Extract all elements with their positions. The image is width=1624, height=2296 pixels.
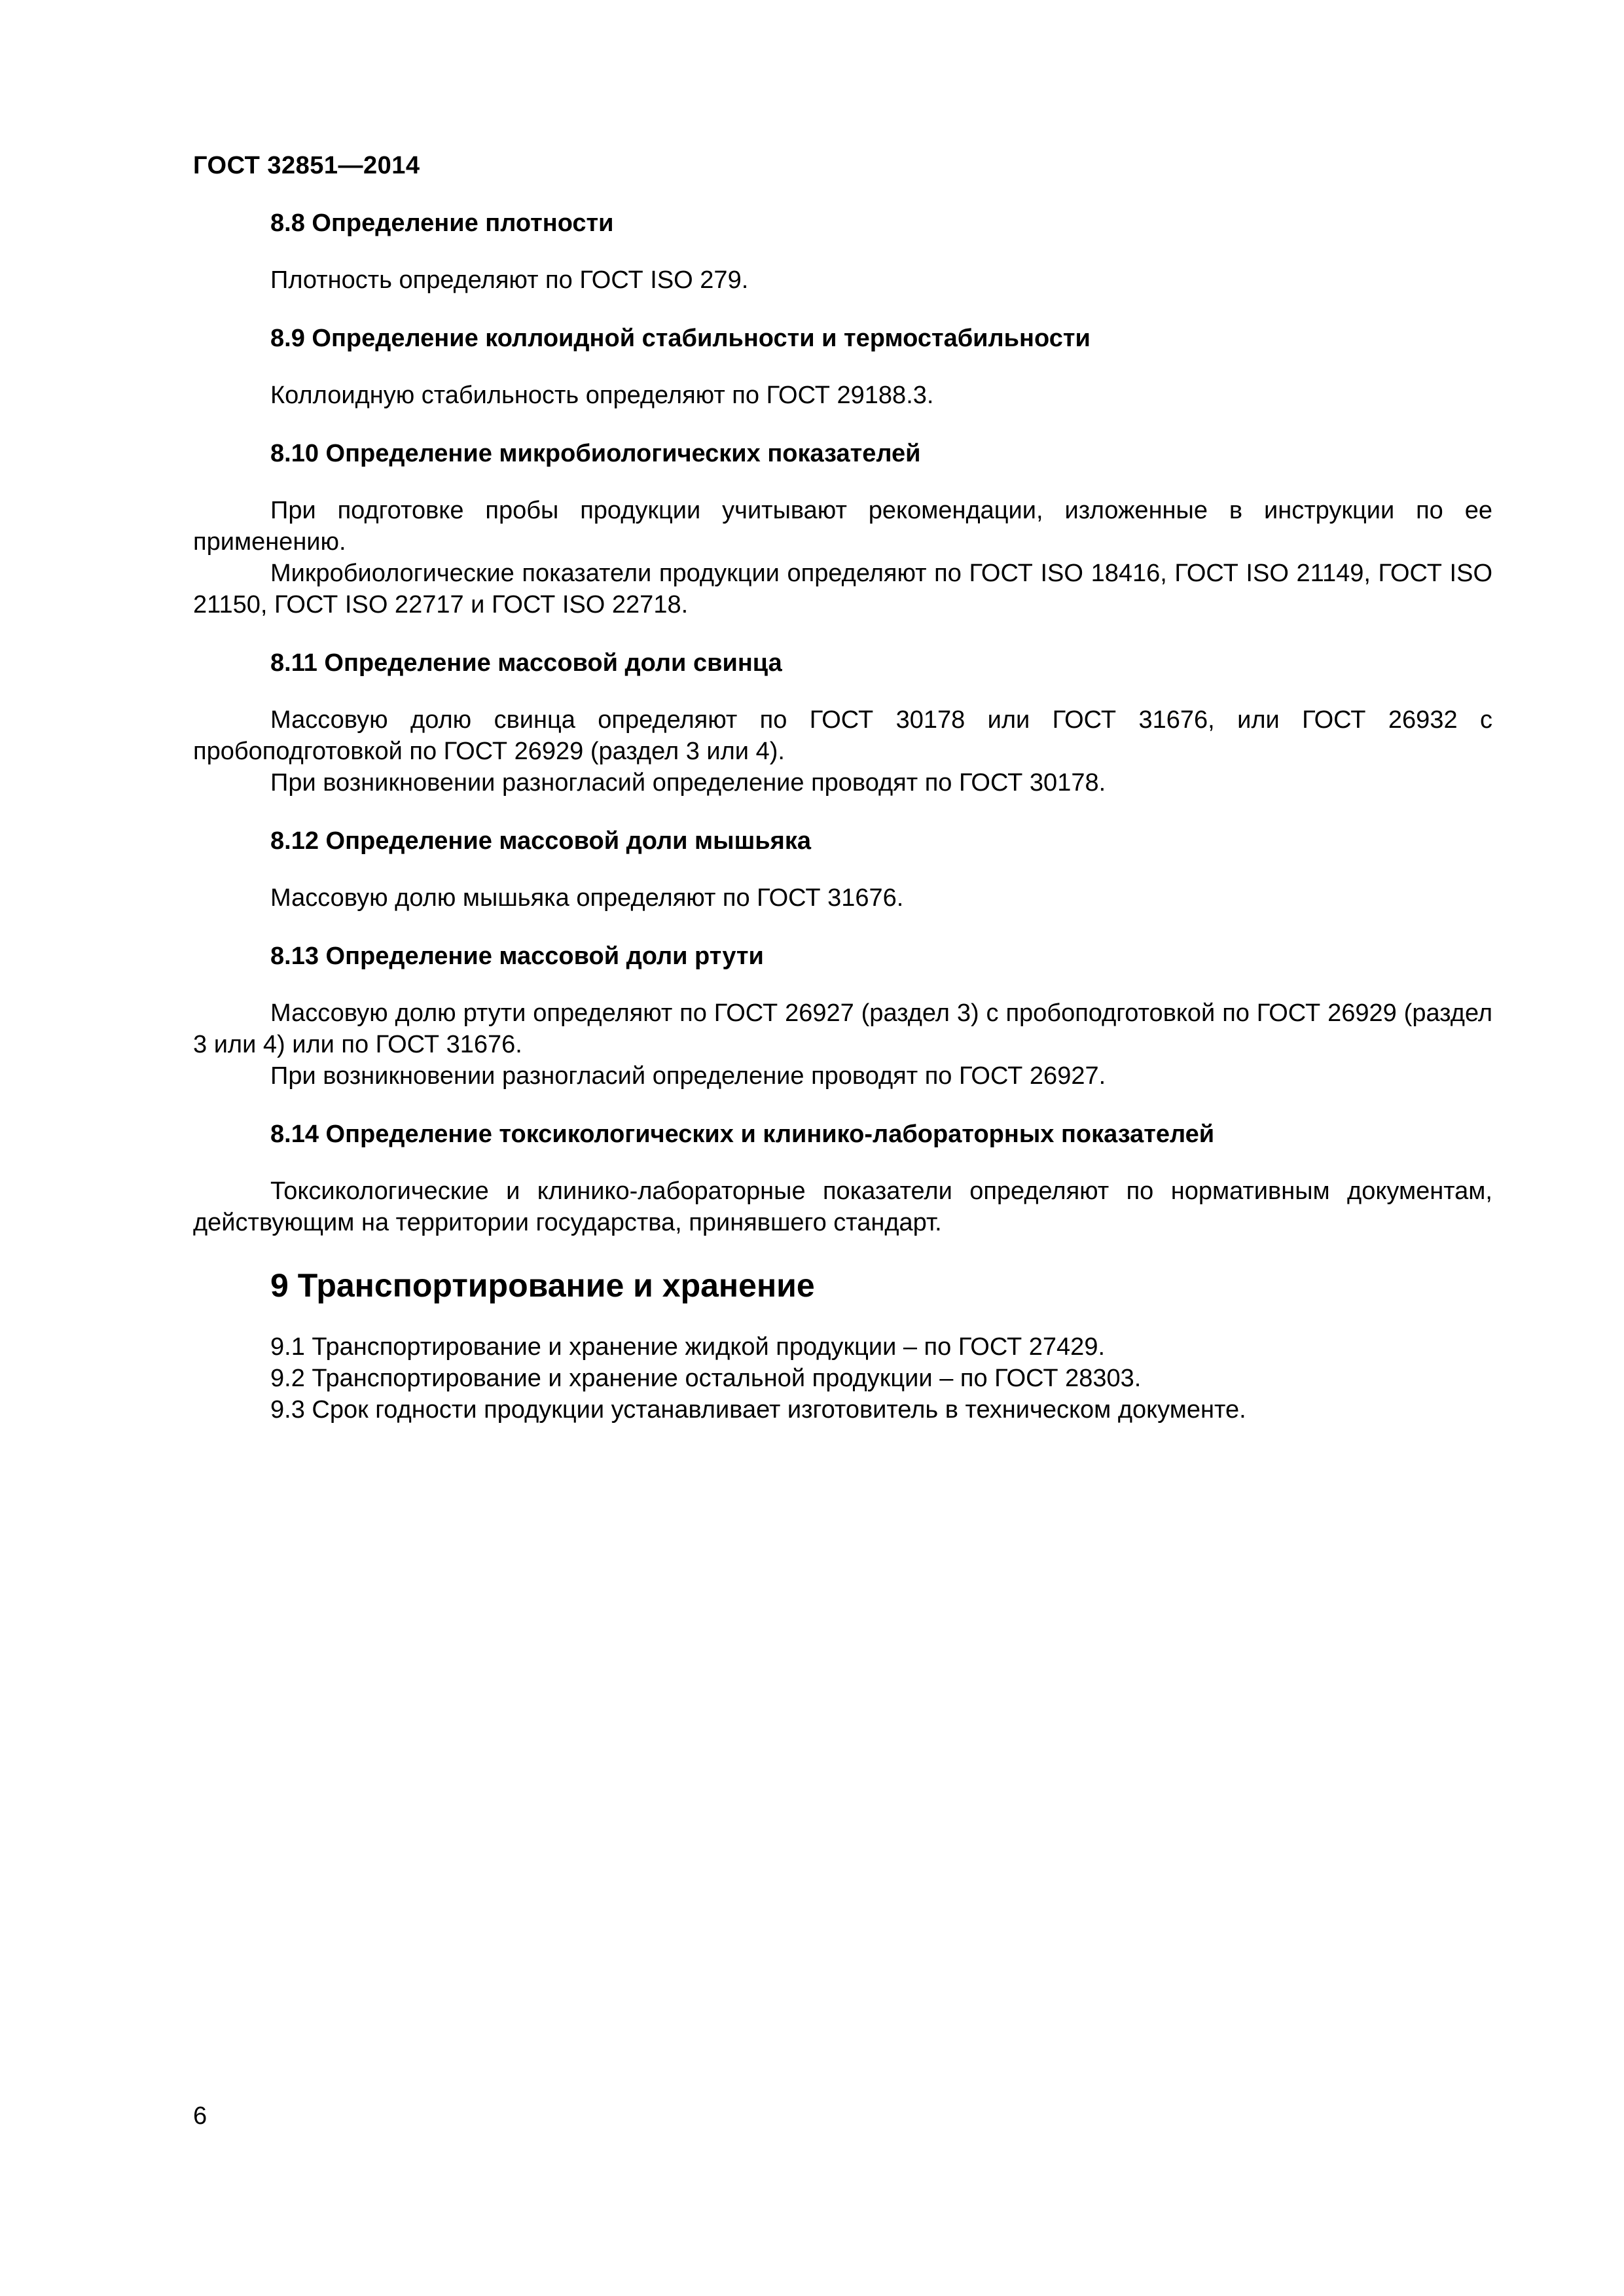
section-heading: 8.13 Определение массовой доли ртути <box>270 942 764 970</box>
paragraph: Массовую долю свинца определяют по ГОСТ 30178 или ГОСТ 31676, или ГОСТ 26932 с пробоподготовкой по ГОСТ 26929 (раздел 3 или 4). <box>193 706 1492 765</box>
paragraph: Плотность определяют по ГОСТ ISO 279. <box>270 266 749 294</box>
standard-id-header: ГОСТ 32851—2014 <box>193 152 420 179</box>
section-8-11 <box>193 648 1492 798</box>
paragraph: Коллоидную стабильность определяют по ГОСТ 29188.3. <box>270 382 934 409</box>
section-8-12 <box>193 826 1492 914</box>
section-8-13 <box>193 941 1492 1092</box>
section-heading: 8.14 Определение токсикологических и клинико-лабораторных показателей <box>270 1121 1215 1148</box>
chapter-9 <box>193 1266 1492 1426</box>
paragraph: Массовую долю ртути определяют по ГОСТ 26927 (раздел 3) с пробоподготовкой по ГОСТ 26929 (раздел 3 или 4) или по ГОСТ 31676. <box>193 999 1492 1058</box>
section-heading: 8.11 Определение массовой доли свинца <box>270 649 782 677</box>
page-number: 6 <box>193 2102 208 2130</box>
paragraph: 9.3 Срок годности продукции устанавливает изготовитель в техническом документе. <box>270 1396 1246 1424</box>
section-heading: 8.9 Определение коллоидной стабильности и термостабильности <box>270 325 1091 352</box>
paragraph: 9.1 Транспортирование и хранение жидкой продукции – по ГОСТ 27429. <box>270 1333 1106 1361</box>
paragraph: При возникновении разногласий определение проводят по ГОСТ 26927. <box>270 1062 1106 1090</box>
section-8-8 <box>193 208 1492 296</box>
paragraph: При подготовке пробы продукции учитывают рекомендации, изложенные в инструкции по ее применению. <box>193 497 1492 556</box>
paragraph: При возникновении разногласий определение проводят по ГОСТ 30178. <box>270 769 1106 797</box>
section-8-14 <box>193 1119 1492 1238</box>
section-heading: 8.8 Определение плотности <box>270 209 614 237</box>
paragraph: Микробиологические показатели продукции определяют по ГОСТ ISO 18416, ГОСТ ISO 21149, ГОСТ ISO 21150, ГОСТ ISO 22717 и ГОСТ ISO 22718. <box>193 560 1492 619</box>
paragraph: 9.2 Транспортирование и хранение остальной продукции – по ГОСТ 28303. <box>270 1365 1142 1392</box>
paragraph: Массовую долю мышьяка определяют по ГОСТ 31676. <box>270 884 904 912</box>
section-8-9 <box>193 323 1492 411</box>
document-body <box>193 208 1492 1426</box>
section-8-10 <box>193 439 1492 620</box>
section-heading: 8.12 Определение массовой доли мышьяка <box>270 827 811 855</box>
paragraph: Токсикологические и клинико-лабораторные показатели определяют по нормативным документам, действующим на территории государства, принявшего стандарт. <box>193 1177 1492 1236</box>
section-heading: 8.10 Определение микробиологических показателей <box>270 440 921 467</box>
chapter-heading: 9 Транспортирование и хранение <box>270 1267 815 1304</box>
